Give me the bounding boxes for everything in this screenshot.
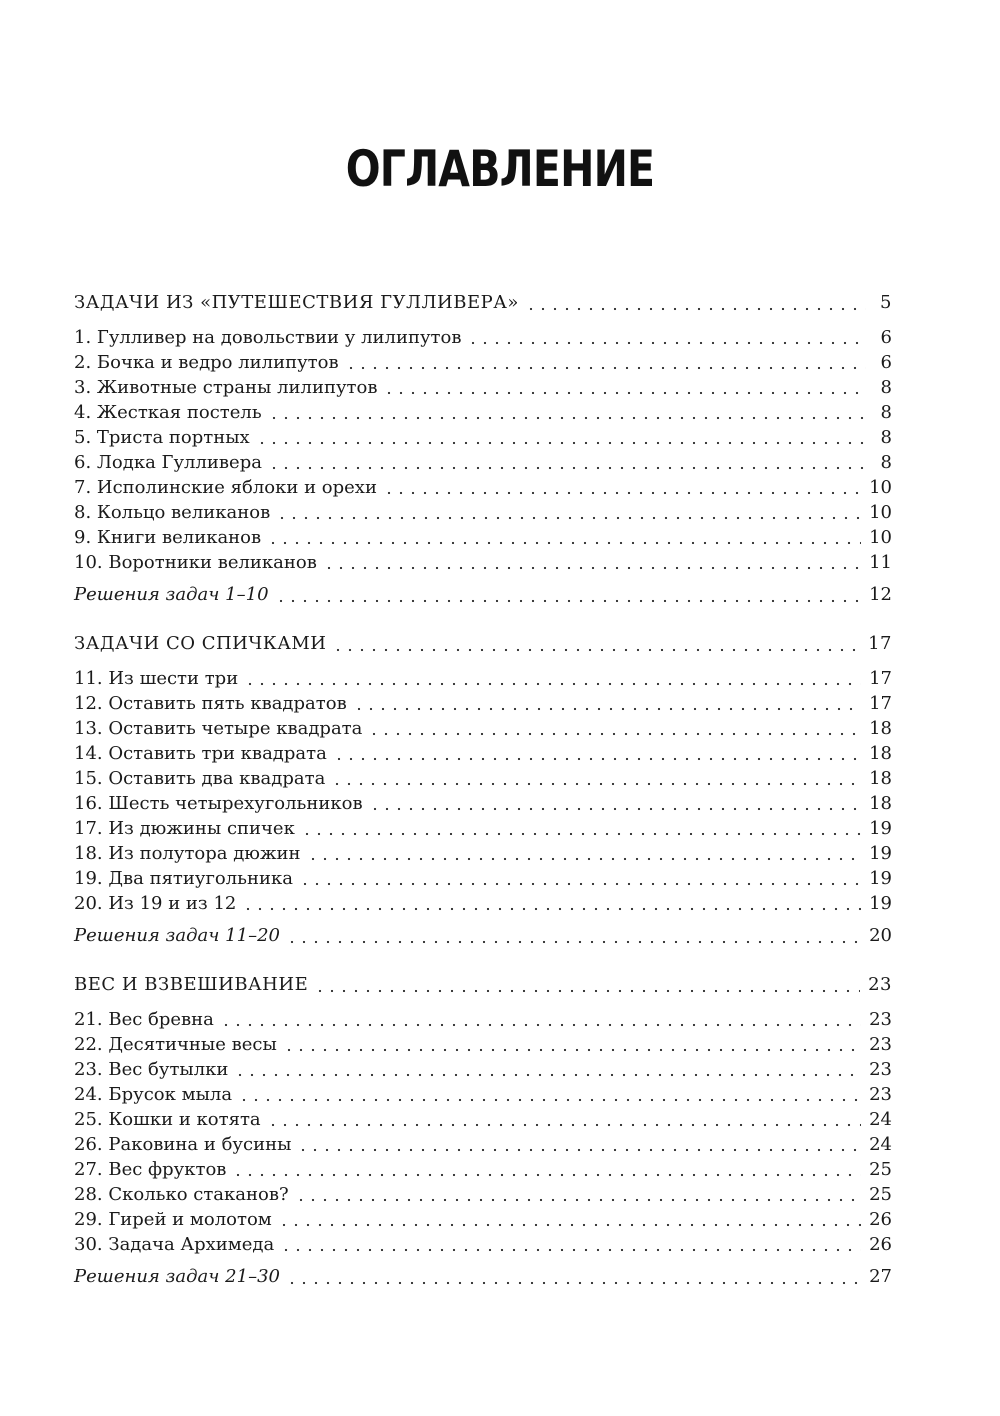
- toc-entry-page: 24: [869, 1109, 892, 1130]
- toc-entry-page: 19: [869, 868, 892, 889]
- toc-entry[interactable]: [74, 550, 892, 575]
- toc-entry[interactable]: [74, 375, 892, 400]
- dot-leader: [280, 1239, 861, 1257]
- toc-entry-page: 8: [880, 452, 892, 473]
- toc-entry-title: 23. Вес бутылки: [74, 1059, 229, 1080]
- toc-entry-title: 24. Брусок мыла: [74, 1084, 233, 1105]
- toc-entry[interactable]: [74, 1057, 892, 1082]
- dot-leader: [299, 873, 861, 891]
- toc-entry-title: 27. Вес фруктов: [74, 1159, 227, 1180]
- toc-entry[interactable]: [74, 1007, 892, 1032]
- toc-entry[interactable]: [74, 1032, 892, 1057]
- dot-leader: [353, 698, 861, 716]
- solutions-entry-page: 27: [869, 1266, 892, 1287]
- toc-entry-page: 18: [869, 718, 892, 739]
- toc-entry-page: 10: [869, 502, 892, 523]
- toc-entry-page: 24: [869, 1134, 892, 1155]
- toc-entry[interactable]: [74, 500, 892, 525]
- toc-entry-page: 23: [869, 1009, 892, 1030]
- toc-entry-page: 17: [869, 668, 892, 689]
- table-of-contents: [74, 288, 892, 1311]
- toc-entry-title: 22. Десятичные весы: [74, 1034, 277, 1055]
- toc-section: [74, 970, 892, 1293]
- toc-entry-title: 6. Лодка Гулливера: [74, 452, 262, 473]
- dot-leader: [267, 1114, 861, 1132]
- toc-entry-title: 5. Триста портных: [74, 427, 250, 448]
- section-heading-page: 17: [868, 633, 892, 654]
- dot-leader: [369, 798, 862, 816]
- toc-entry-title: 15. Оставить два квадрата: [74, 768, 326, 789]
- toc-entry-page: 18: [869, 768, 892, 789]
- toc-entry-page: 18: [869, 743, 892, 764]
- toc-entry[interactable]: [74, 866, 892, 891]
- toc-entry[interactable]: [74, 891, 892, 916]
- toc-entry-page: 19: [869, 843, 892, 864]
- section-heading-page: 23: [868, 974, 892, 995]
- toc-entry-title: 12. Оставить пять квадратов: [74, 693, 347, 714]
- page-title: ОГЛАВЛЕНИЕ: [345, 140, 655, 198]
- toc-entry-title: 26. Раковина и бусины: [74, 1134, 292, 1155]
- toc-entry-title: 25. Кошки и котята: [74, 1109, 261, 1130]
- toc-section: [74, 288, 892, 611]
- toc-entry-title: 17. Из дюжины спичек: [74, 818, 295, 839]
- section-heading-title: ЗАДАЧИ СО СПИЧКАМИ: [74, 633, 327, 654]
- dot-leader: [383, 382, 866, 400]
- toc-entry[interactable]: [74, 1107, 892, 1132]
- dot-leader: [314, 979, 860, 997]
- toc-entry-page: 19: [869, 818, 892, 839]
- dot-leader: [268, 407, 866, 425]
- toc-entry-page: 19: [869, 893, 892, 914]
- toc-entry-title: 21. Вес бревна: [74, 1009, 214, 1030]
- toc-entry-title: 18. Из полутора дюжин: [74, 843, 301, 864]
- toc-entry-title: 10. Воротники великанов: [74, 552, 317, 573]
- solutions-entry[interactable]: [74, 1261, 892, 1293]
- solutions-entry-title: Решения задач 21–30: [74, 1266, 280, 1287]
- dot-leader: [238, 1089, 861, 1107]
- dot-leader: [331, 773, 861, 791]
- dot-leader: [525, 297, 866, 315]
- dot-leader: [295, 1189, 861, 1207]
- toc-entry-page: 10: [869, 477, 892, 498]
- toc-entry-title: 9. Книги великанов: [74, 527, 262, 548]
- dot-leader: [286, 930, 861, 948]
- toc-entry-page: 26: [869, 1209, 892, 1230]
- dot-leader: [234, 1064, 861, 1082]
- toc-entry-title: 2. Бочка и ведро лилипутов: [74, 352, 339, 373]
- dot-leader: [232, 1164, 861, 1182]
- dot-leader: [345, 357, 866, 375]
- dot-leader: [333, 748, 861, 766]
- toc-entry[interactable]: [74, 350, 892, 375]
- toc-entry-page: 10: [869, 527, 892, 548]
- toc-entry-page: 8: [880, 427, 892, 448]
- toc-entry[interactable]: [74, 475, 892, 500]
- dot-leader: [268, 457, 866, 475]
- section-heading[interactable]: [74, 288, 892, 318]
- toc-entry[interactable]: [74, 791, 892, 816]
- solutions-entry[interactable]: [74, 579, 892, 611]
- toc-entry[interactable]: [74, 841, 892, 866]
- toc-entry[interactable]: [74, 666, 892, 691]
- toc-entry[interactable]: [74, 691, 892, 716]
- toc-entry-title: 3. Животные страны лилипутов: [74, 377, 378, 398]
- dot-leader: [256, 432, 866, 450]
- toc-section: [74, 629, 892, 952]
- section-heading[interactable]: [74, 970, 892, 1000]
- toc-entry[interactable]: [74, 741, 892, 766]
- toc-entry-title: 16. Шесть четырехугольников: [74, 793, 363, 814]
- dot-leader: [297, 1139, 861, 1157]
- dot-leader: [283, 1039, 861, 1057]
- solutions-entry-title: Решения задач 11–20: [74, 925, 280, 946]
- toc-entry-page: 25: [869, 1184, 892, 1205]
- dot-leader: [368, 723, 861, 741]
- toc-entry-page: 18: [869, 793, 892, 814]
- toc-entry-title: 8. Кольцо великанов: [74, 502, 271, 523]
- toc-entry[interactable]: [74, 1182, 892, 1207]
- toc-entry-title: 29. Гирей и молотом: [74, 1209, 272, 1230]
- solutions-entry-page: 20: [869, 925, 892, 946]
- toc-entry-page: 17: [869, 693, 892, 714]
- dot-leader: [307, 848, 862, 866]
- toc-entry[interactable]: [74, 325, 892, 350]
- solutions-entry[interactable]: [74, 920, 892, 952]
- dot-leader: [276, 507, 861, 525]
- toc-entry-title: 13. Оставить четыре квадрата: [74, 718, 363, 739]
- toc-entry-page: 23: [869, 1059, 892, 1080]
- toc-entry-title: 11. Из шести три: [74, 668, 239, 689]
- toc-entry-title: 19. Два пятиугольника: [74, 868, 293, 889]
- dot-leader: [467, 332, 866, 350]
- toc-entry[interactable]: [74, 525, 892, 550]
- toc-entry-page: 8: [880, 402, 892, 423]
- toc-entry-page: 8: [880, 377, 892, 398]
- dot-leader: [242, 898, 861, 916]
- toc-entry-title: 7. Исполинские яблоки и орехи: [74, 477, 377, 498]
- toc-entry-title: 28. Сколько стаканов?: [74, 1184, 289, 1205]
- toc-entry-page: 6: [880, 352, 892, 373]
- dot-leader: [332, 638, 860, 656]
- dot-leader: [244, 673, 861, 691]
- toc-entry[interactable]: [74, 716, 892, 741]
- section-heading-title: ВЕС И ВЗВЕШИВАНИЕ: [74, 974, 309, 995]
- toc-entry[interactable]: [74, 1082, 892, 1107]
- toc-entry-page: 23: [869, 1034, 892, 1055]
- toc-entry-title: 30. Задача Архимеда: [74, 1234, 275, 1255]
- toc-entry-title: 1. Гулливер на довольствии у лилипутов: [74, 327, 462, 348]
- toc-entry-page: 11: [869, 552, 892, 573]
- section-heading-page: 5: [880, 292, 892, 313]
- toc-entry-title: 20. Из 19 и из 12: [74, 893, 237, 914]
- toc-entry[interactable]: [74, 1132, 892, 1157]
- dot-leader: [275, 589, 862, 607]
- section-heading-title: ЗАДАЧИ ИЗ «ПУТЕШЕСТВИЯ ГУЛЛИВЕРА»: [74, 292, 519, 313]
- toc-entry[interactable]: [74, 1207, 892, 1232]
- toc-entry-title: 14. Оставить три квадрата: [74, 743, 327, 764]
- toc-entry-page: 6: [880, 327, 892, 348]
- dot-leader: [286, 1271, 861, 1289]
- dot-leader: [278, 1214, 861, 1232]
- dot-leader: [301, 823, 861, 841]
- dot-leader: [383, 482, 861, 500]
- dot-leader: [267, 532, 861, 550]
- toc-entry[interactable]: [74, 816, 892, 841]
- solutions-entry-page: 12: [869, 584, 892, 605]
- section-heading[interactable]: [74, 629, 892, 659]
- dot-leader: [220, 1014, 861, 1032]
- toc-entry-page: 26: [869, 1234, 892, 1255]
- toc-entry[interactable]: [74, 766, 892, 791]
- toc-entry[interactable]: [74, 425, 892, 450]
- dot-leader: [323, 557, 861, 575]
- toc-entry[interactable]: [74, 450, 892, 475]
- solutions-entry-title: Решения задач 1–10: [74, 584, 269, 605]
- toc-entry[interactable]: [74, 1157, 892, 1182]
- toc-entry-page: 25: [869, 1159, 892, 1180]
- toc-entry[interactable]: [74, 1232, 892, 1257]
- toc-entry-title: 4. Жесткая постель: [74, 402, 262, 423]
- toc-entry-page: 23: [869, 1084, 892, 1105]
- toc-entry[interactable]: [74, 400, 892, 425]
